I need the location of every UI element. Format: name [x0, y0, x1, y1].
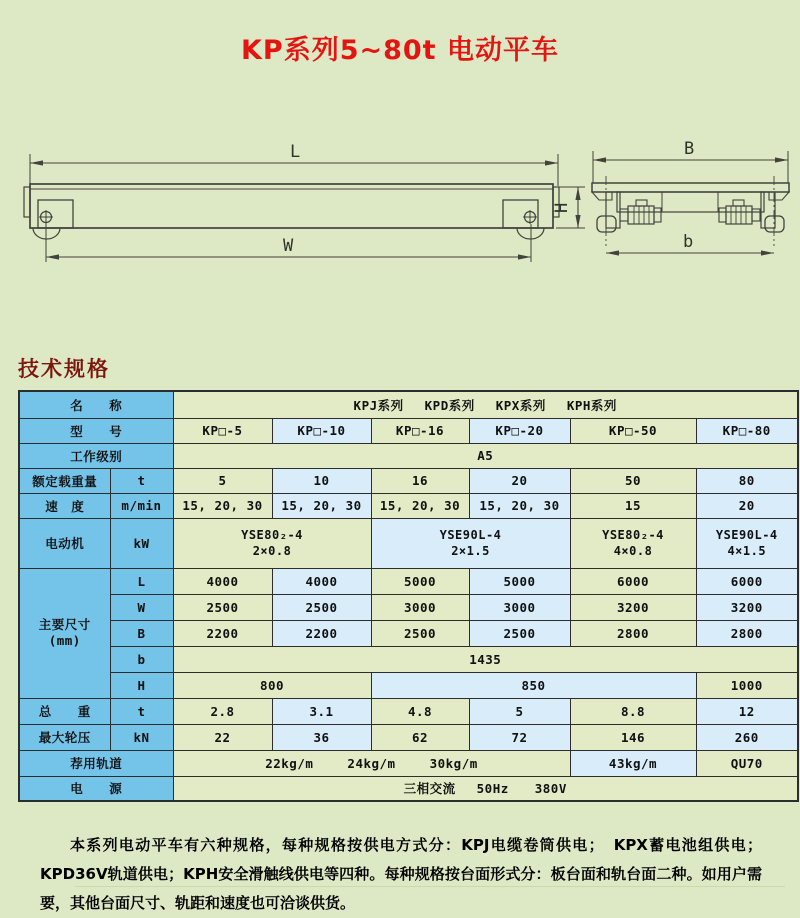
dim-value: 2800 — [696, 620, 798, 646]
dim-value: 800 — [173, 672, 371, 698]
dim-value: 6000 — [570, 568, 696, 594]
dim-value: 3200 — [570, 594, 696, 620]
row-capacity — [19, 468, 798, 493]
speed-value: 15, 20, 30 — [173, 493, 272, 518]
speed-unit: m/min — [110, 493, 173, 518]
motor-label: 电动机 — [19, 518, 110, 568]
wheelload-value: 22 — [173, 724, 272, 750]
dim-sub-label: L — [110, 568, 173, 594]
row-dim-W — [19, 594, 798, 620]
wheelload-value: 146 — [570, 724, 696, 750]
speed-value: 20 — [696, 493, 798, 518]
row-speed — [19, 493, 798, 518]
row-dim-L — [19, 568, 798, 594]
model-value: KP□-50 — [570, 418, 696, 443]
section-title: 技术规格 — [18, 357, 110, 381]
class-label: 工作级别 — [19, 443, 173, 468]
rail-value: 43kg/m — [570, 750, 696, 776]
row-model — [19, 418, 798, 443]
wheelload-unit: kN — [110, 724, 173, 750]
motor-power: 4×1.5 — [727, 544, 767, 558]
dimension-L — [30, 142, 558, 186]
weight-value: 12 — [696, 698, 798, 724]
dim-sub-label: B — [110, 620, 173, 646]
rail-label: 荐用轨道 — [19, 750, 173, 776]
dims-label-text: 主要尺寸 — [38, 616, 91, 632]
motor-power: 2×1.5 — [451, 544, 490, 558]
capacity-label: 额定载重量 — [19, 468, 110, 493]
weight-value: 5 — [469, 698, 570, 724]
dim-value: 2200 — [272, 620, 371, 646]
dim-value: 850 — [371, 672, 696, 698]
dimension-B — [593, 139, 788, 183]
footer-divider — [75, 886, 785, 887]
model-value: KP□-20 — [469, 418, 570, 443]
capacity-unit: t — [110, 468, 173, 493]
weight-value: 8.8 — [570, 698, 696, 724]
weight-value: 4.8 — [371, 698, 469, 724]
wheelload-value: 36 — [272, 724, 371, 750]
motor-power: 2×0.8 — [252, 544, 292, 558]
dim-value: 1000 — [696, 672, 798, 698]
side-view-body — [24, 184, 559, 239]
wheelload-value: 62 — [371, 724, 469, 750]
row-weight — [19, 698, 798, 724]
capacity-value: 20 — [469, 468, 570, 493]
row-power — [19, 776, 798, 801]
dim-value: 2500 — [469, 620, 570, 646]
dim-value: 4000 — [272, 568, 371, 594]
dim-value: 2500 — [272, 594, 371, 620]
page-title: KP系列5~80t 电动平车 — [240, 35, 559, 66]
row-rail — [19, 750, 798, 776]
power-label: 电 源 — [19, 776, 173, 801]
left-buffer — [24, 187, 30, 217]
capacity-value: 10 — [272, 468, 371, 493]
weight-value: 3.1 — [272, 698, 371, 724]
dim-value: 6000 — [696, 568, 798, 594]
side-view — [24, 142, 585, 262]
motor-model: YSE90L-4 — [715, 527, 778, 542]
dims-label — [19, 568, 110, 698]
end-view — [592, 139, 789, 253]
dim-value: 3000 — [469, 594, 570, 620]
rail-value: 22kg/m 24kg/m 30kg/m — [173, 750, 570, 776]
dim-value: 5000 — [371, 568, 469, 594]
dim-value: 3200 — [696, 594, 798, 620]
dim-label-B: B — [684, 139, 695, 159]
dim-value: 4000 — [173, 568, 272, 594]
motor-power: 4×0.8 — [613, 544, 653, 558]
dim-value: 2200 — [173, 620, 272, 646]
weight-value: 2.8 — [173, 698, 272, 724]
dimension-W — [46, 224, 531, 262]
power-value: 三相交流 50Hz 380V — [173, 776, 798, 801]
motor-unit: kW — [110, 518, 173, 568]
dim-value: 2500 — [371, 620, 469, 646]
weight-unit: t — [110, 698, 173, 724]
weight-label: 总 重 — [19, 698, 110, 724]
model-label: 型 号 — [19, 418, 173, 443]
dim-sub-label: H — [110, 672, 173, 698]
dim-label-W: W — [283, 236, 294, 256]
note-paragraph: 本系列电动平车有六种规格，每种规格按供电方式分：KPJ电缆卷筒供电； KPX蓄电池组供电；KPD36V轨道供电；KPH安全滑触线供电等四种。每种规格按台面形式分：板台面和轨台面二种。如用户需要，其他台面尺寸、轨距和速度也可洽谈供货。 — [40, 836, 762, 912]
class-value: A5 — [173, 443, 798, 468]
dimension-b — [606, 232, 774, 253]
name-value: KPJ系列 KPD系列 KPX系列 KPH系列 — [173, 391, 798, 418]
motor-model: YSE80₂-4 — [602, 527, 664, 542]
motor-model: YSE80₂-4 — [241, 527, 303, 542]
speed-value: 15, 20, 30 — [469, 493, 570, 518]
left-axle-box — [38, 200, 73, 228]
capacity-value: 16 — [371, 468, 469, 493]
speed-value: 15, 20, 30 — [272, 493, 371, 518]
row-dim-B — [19, 620, 798, 646]
row-name — [19, 391, 798, 418]
dims-unit-text: (mm) — [48, 633, 81, 648]
motor-value — [570, 518, 696, 568]
dim-value: 2800 — [570, 620, 696, 646]
row-motor — [19, 518, 798, 568]
dim-value: 2500 — [173, 594, 272, 620]
wheelload-value: 260 — [696, 724, 798, 750]
name-label: 名 称 — [19, 391, 173, 418]
dim-value: 1435 — [173, 646, 798, 672]
dim-sub-label: b — [110, 646, 173, 672]
speed-value: 15 — [570, 493, 696, 518]
row-dim-H — [19, 672, 798, 698]
capacity-value: 80 — [696, 468, 798, 493]
dim-value: 3000 — [371, 594, 469, 620]
capacity-value: 5 — [173, 468, 272, 493]
motor-model: YSE90L-4 — [439, 527, 502, 542]
rail-value: QU70 — [696, 750, 798, 776]
technical-drawing — [0, 128, 800, 283]
speed-label: 速 度 — [19, 493, 110, 518]
wheelload-label: 最大轮压 — [19, 724, 110, 750]
dim-label-H: H — [552, 202, 572, 213]
model-value: KP□-16 — [371, 418, 469, 443]
model-value: KP□-5 — [173, 418, 272, 443]
speed-value: 15, 20, 30 — [371, 493, 469, 518]
model-value: KP□-80 — [696, 418, 798, 443]
motor-value — [696, 518, 798, 568]
right-axle-box — [503, 200, 538, 228]
dimension-H — [552, 187, 585, 228]
motor-value — [173, 518, 371, 568]
dim-value: 5000 — [469, 568, 570, 594]
deck — [592, 183, 789, 192]
motor-value — [371, 518, 570, 568]
row-duty-class — [19, 443, 798, 468]
dim-label-b: b — [683, 232, 694, 252]
row-dim-b — [19, 646, 798, 672]
row-wheel-load — [19, 724, 798, 750]
dim-label-L: L — [290, 142, 301, 162]
spec-table — [18, 390, 799, 802]
capacity-value: 50 — [570, 468, 696, 493]
wheelload-value: 72 — [469, 724, 570, 750]
dim-sub-label: W — [110, 594, 173, 620]
model-value: KP□-10 — [272, 418, 371, 443]
